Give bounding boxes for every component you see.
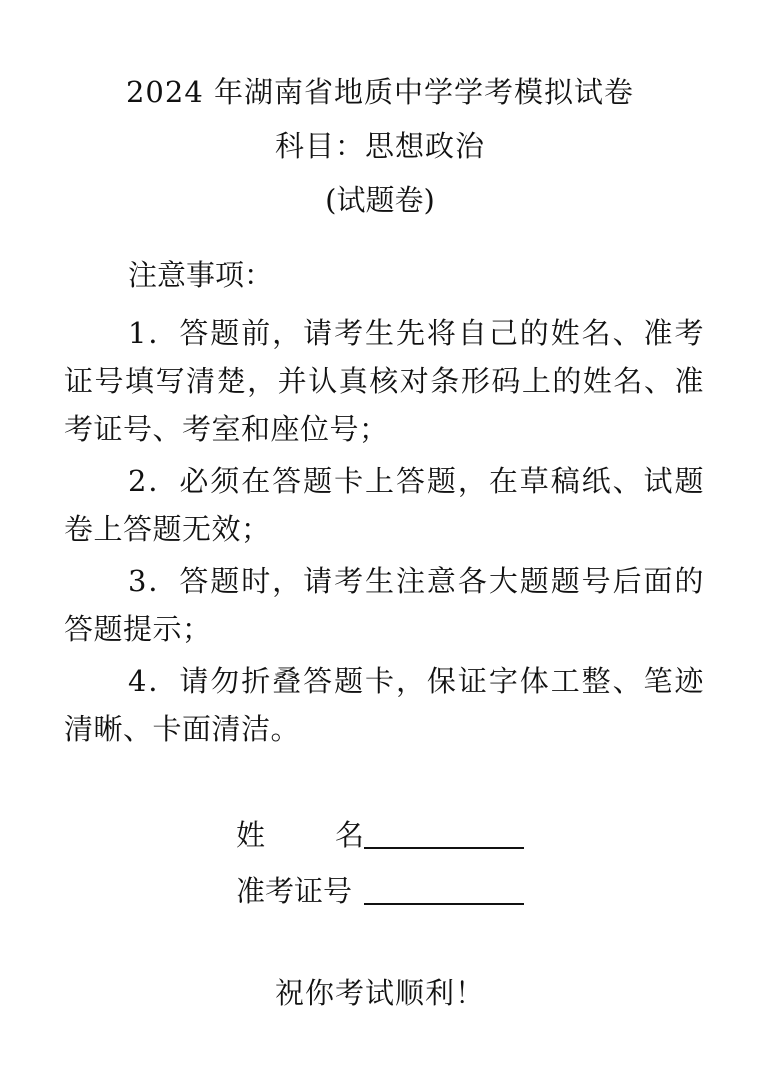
notice-item-1: 1．答题前，请考生先将自己的姓名、准考证号填写清楚，并认真核对条形码上的姓名、准考证号、考室和座位号；	[64, 316, 704, 446]
name-label-char-2: 名	[334, 818, 364, 852]
name-label-char-1: 姓	[236, 818, 266, 852]
exam-id-field	[236, 871, 524, 911]
exam-id-label: 准考证号	[236, 874, 353, 908]
notice-item-3: 3．答题时，请考生注意各大题题号后面的答题提示；	[64, 564, 704, 646]
paper-type: (试题卷)	[325, 183, 435, 217]
notice-item-4: 4．请勿折叠答题卡，保证字体工整、笔迹清晰、卡面清洁。	[64, 664, 704, 746]
notice-item-2: 2．必须在答题卡上答题，在草稿纸、试题卷上答题无效；	[64, 464, 704, 546]
notice-heading: 注意事项：	[128, 258, 274, 292]
notice-list	[64, 309, 704, 757]
exam-id-blank-line	[364, 902, 524, 905]
exam-title: 2024 年湖南省地质中学学考模拟试卷	[125, 75, 635, 109]
name-label	[236, 815, 364, 855]
closing-wish: 祝你考试顺利！	[274, 976, 485, 1010]
name-blank-line	[364, 846, 524, 849]
exam-subject: 科目：思想政治	[274, 129, 485, 163]
name-field	[236, 815, 524, 855]
